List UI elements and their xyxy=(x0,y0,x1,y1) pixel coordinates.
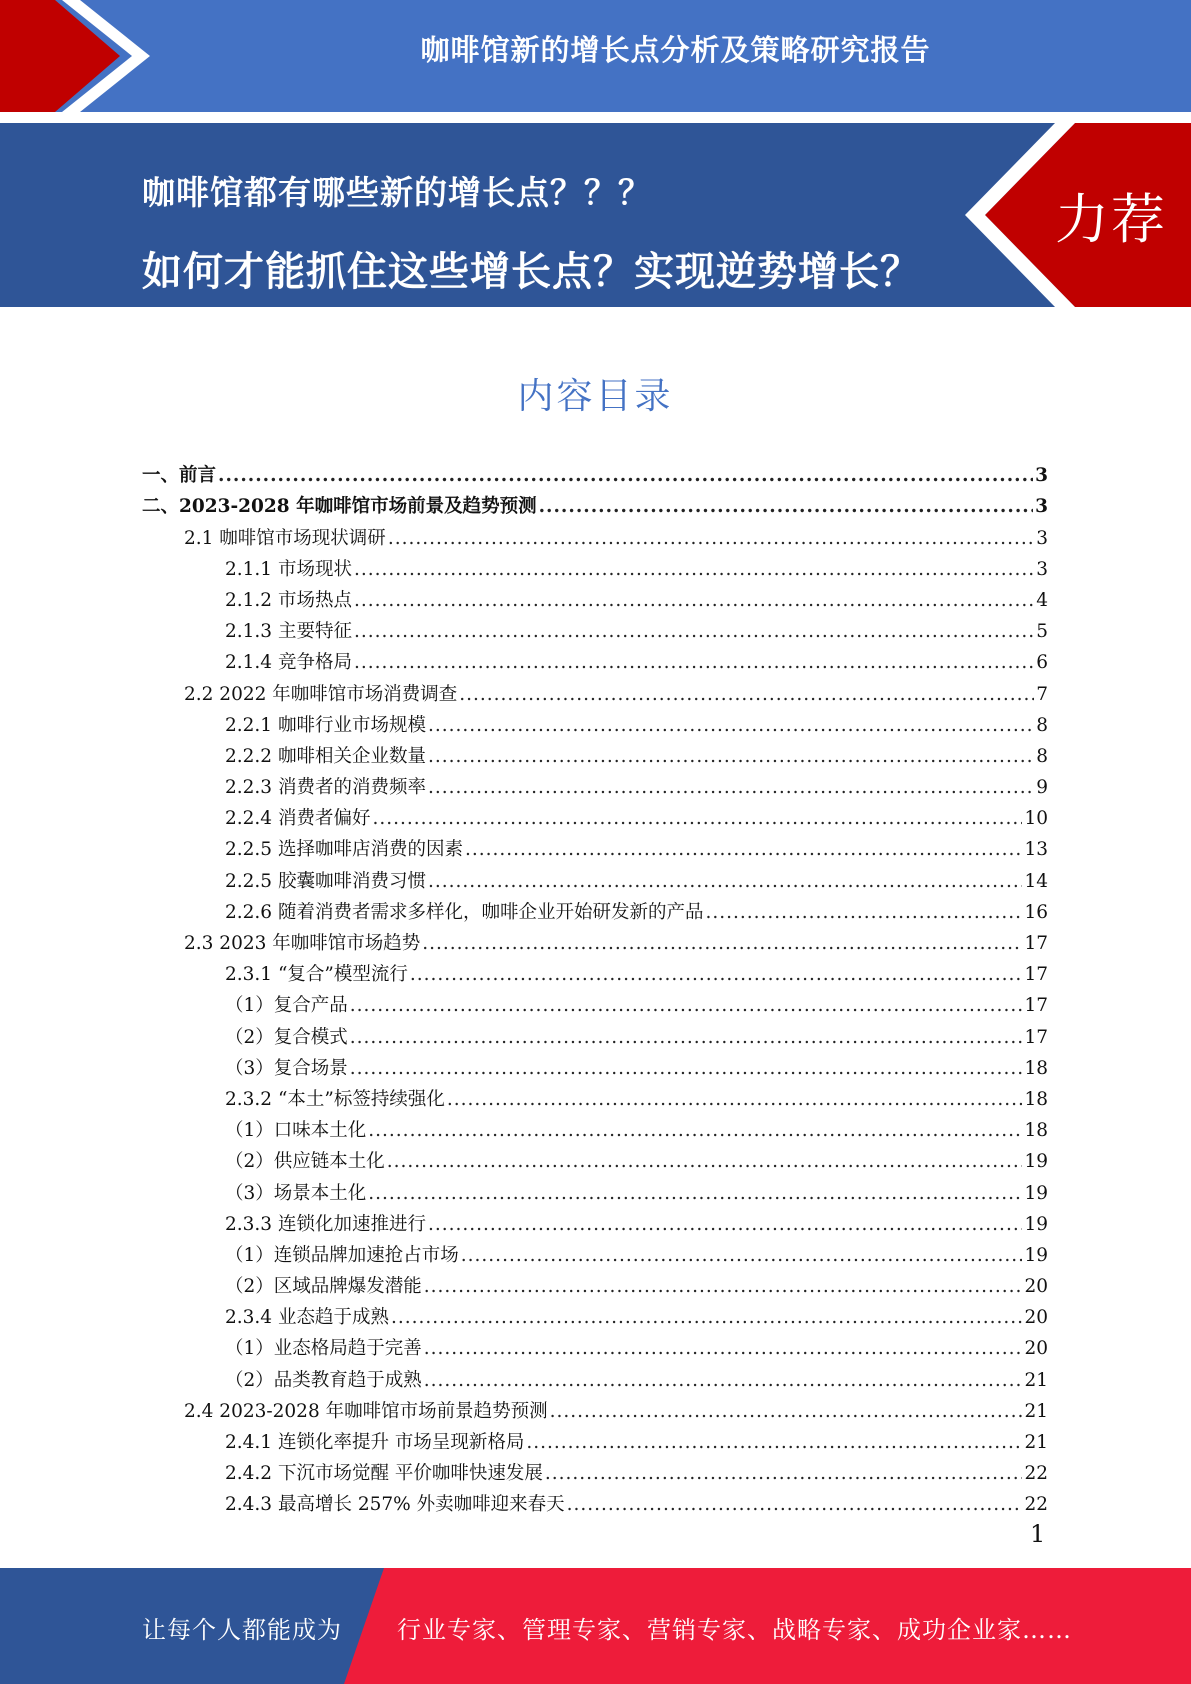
toc-leader-dots xyxy=(461,1245,1023,1267)
report-title: 咖啡馆新的增长点分析及策略研究报告 xyxy=(420,33,931,67)
toc-entry-label: 2.2.6 随着消费者需求多样化，咖啡企业开始研发新的产品 xyxy=(225,901,704,923)
toc-entry-label: 2.4.3 最高增长 257% 外卖咖啡迎来春天 xyxy=(225,1494,565,1516)
toc-entry-label: 2.1.2 市场热点 xyxy=(225,589,352,611)
toc-entry[interactable] xyxy=(142,1298,1048,1329)
toc-entry-label: （1）口味本土化 xyxy=(225,1120,367,1142)
toc-entry-label: 2.2 2022 年咖啡馆市场消费调查 xyxy=(184,683,458,705)
hero-question-1: 咖啡馆都有哪些新的增长点？？？ xyxy=(142,173,652,212)
footer-banner xyxy=(0,1568,1191,1684)
toc-entry[interactable] xyxy=(142,893,1048,924)
toc-entry-page: 7 xyxy=(1036,683,1048,705)
toc-entry[interactable] xyxy=(142,1485,1048,1516)
toc-entry[interactable] xyxy=(142,550,1048,581)
toc-entry[interactable] xyxy=(142,1080,1048,1111)
toc-entry-page: 18 xyxy=(1024,1088,1048,1110)
toc-entry[interactable] xyxy=(142,1173,1048,1204)
toc-leader-dots xyxy=(218,465,1033,487)
toc-entry[interactable] xyxy=(142,1454,1048,1485)
toc-leader-dots xyxy=(428,1214,1022,1236)
toc-entry-label: 2.4.1 连锁化率提升 市场呈现新格局 xyxy=(225,1432,525,1453)
toc-entry-page: 19 xyxy=(1024,1213,1048,1235)
toc-leader-dots xyxy=(545,1463,1023,1485)
hero-banner xyxy=(0,123,1191,307)
toc-leader-dots xyxy=(368,1120,1022,1142)
toc-entry-label: 2.3.2 “本土”标签持续强化 xyxy=(225,1088,445,1110)
toc-entry-page: 6 xyxy=(1036,652,1048,674)
toc-entry-page: 8 xyxy=(1036,714,1048,736)
toc-entry-label: 2.4.2 下沉市场觉醒 平价咖啡快速发展 xyxy=(225,1463,543,1485)
toc-entry[interactable] xyxy=(142,1236,1048,1267)
toc-entry[interactable] xyxy=(142,768,1048,799)
toc-entry-page: 21 xyxy=(1024,1400,1048,1422)
recommend-badge: 力荐 xyxy=(1055,188,1167,251)
footer-slogan-left: 让每个人都能成为 xyxy=(142,1616,342,1644)
toc-entry-label: 2.2.3 消费者的消费频率 xyxy=(225,777,426,799)
toc-entry-label: 二、2023-2028 年咖啡馆市场前景及趋势预测 xyxy=(142,496,537,518)
toc-entry-label: 2.2.5 胶囊咖啡消费习惯 xyxy=(225,870,426,892)
toc-leader-dots xyxy=(428,746,1034,768)
toc-entry-page: 18 xyxy=(1024,1057,1048,1079)
toc-entry-label: （1）连锁品牌加速抢占市场 xyxy=(225,1244,459,1266)
toc-entry[interactable] xyxy=(142,955,1048,986)
toc-leader-dots xyxy=(567,1494,1023,1516)
toc-entry-page: 14 xyxy=(1024,870,1048,892)
toc-entry[interactable] xyxy=(142,1205,1048,1236)
toc-leader-dots xyxy=(428,715,1034,737)
toc-entry-label: （3）复合场景 xyxy=(225,1057,348,1079)
toc-leader-dots xyxy=(465,839,1022,861)
toc-leader-dots xyxy=(424,1276,1023,1298)
toc-leader-dots xyxy=(391,1307,1022,1329)
toc-entry-page: 17 xyxy=(1024,933,1048,954)
toc-entry[interactable] xyxy=(142,799,1048,830)
toc-entry-label: 2.1.1 市场现状 xyxy=(225,558,352,580)
toc-entry[interactable] xyxy=(142,737,1048,768)
toc-leader-dots xyxy=(350,1058,1023,1080)
table-of-contents xyxy=(142,456,1048,1516)
toc-leader-dots xyxy=(424,1338,1023,1360)
toc-title: 内容目录 xyxy=(517,376,674,417)
report-header-bar xyxy=(0,0,1191,112)
toc-entry-label: （2）品类教育趋于成熟 xyxy=(225,1369,422,1391)
toc-entry-label: 2.3.3 连锁化加速推进行 xyxy=(225,1213,426,1235)
toc-leader-dots xyxy=(368,1183,1022,1205)
toc-entry-page: 19 xyxy=(1024,1244,1048,1266)
toc-entry-page: 13 xyxy=(1024,839,1048,861)
toc-entry-page: 9 xyxy=(1036,777,1048,799)
toc-entry-label: 2.2.5 选择咖啡店消费的因素 xyxy=(225,839,463,861)
toc-entry-page: 20 xyxy=(1024,1307,1048,1329)
toc-entry-page: 22 xyxy=(1024,1463,1048,1485)
toc-entry[interactable] xyxy=(142,1267,1048,1298)
toc-entry-page: 21 xyxy=(1024,1369,1048,1391)
toc-entry-page: 22 xyxy=(1024,1494,1048,1516)
toc-entry[interactable] xyxy=(142,1329,1048,1360)
toc-entry[interactable] xyxy=(142,1392,1048,1423)
toc-entry[interactable] xyxy=(142,1142,1048,1173)
toc-entry-page: 8 xyxy=(1036,745,1048,767)
toc-entry-label: 2.3.1 “复合”模型流行 xyxy=(225,964,408,986)
toc-leader-dots xyxy=(459,684,1034,706)
toc-leader-dots xyxy=(424,1370,1023,1392)
toc-entry[interactable] xyxy=(142,986,1048,1017)
toc-leader-dots xyxy=(354,590,1034,612)
toc-entry-page: 5 xyxy=(1036,621,1048,643)
toc-entry-label: （2）区域品牌爆发潜能 xyxy=(225,1276,422,1298)
toc-entry-label: （3）场景本土化 xyxy=(225,1182,367,1204)
toc-leader-dots xyxy=(372,808,1022,830)
toc-entry[interactable] xyxy=(142,1017,1048,1048)
toc-entry[interactable] xyxy=(142,518,1048,549)
toc-entry-page: 3 xyxy=(1035,465,1048,487)
toc-entry-label: 2.3 2023 年咖啡馆市场趋势 xyxy=(184,933,421,954)
toc-leader-dots xyxy=(354,559,1034,581)
hero-question-2: 如何才能抓住这些增长点？实现逆势增长？ xyxy=(142,249,921,295)
toc-entry-page: 3 xyxy=(1036,527,1048,549)
toc-entry-page: 17 xyxy=(1024,995,1048,1017)
toc-entry-page: 19 xyxy=(1024,1182,1048,1204)
toc-leader-dots xyxy=(354,621,1034,643)
toc-leader-dots xyxy=(350,1027,1023,1049)
toc-entry[interactable] xyxy=(142,706,1048,737)
toc-entry[interactable] xyxy=(142,830,1048,861)
toc-entry[interactable] xyxy=(142,643,1048,674)
toc-entry-page: 20 xyxy=(1024,1338,1048,1360)
toc-entry[interactable] xyxy=(142,1360,1048,1391)
toc-entry[interactable] xyxy=(142,861,1048,892)
toc-leader-dots xyxy=(388,528,1034,550)
footer-slogan-right: 行业专家、管理专家、营销专家、战略专家、成功企业家…… xyxy=(397,1616,1072,1644)
toc-entry-page: 19 xyxy=(1024,1151,1048,1173)
toc-entry-label: 2.2.4 消费者偏好 xyxy=(225,808,371,830)
toc-entry[interactable] xyxy=(142,487,1048,518)
toc-entry-label: 2.4 2023-2028 年咖啡馆市场前景趋势预测 xyxy=(184,1400,548,1422)
toc-entry-page: 17 xyxy=(1024,964,1048,986)
toc-entry[interactable] xyxy=(142,1111,1048,1142)
toc-entry-page: 3 xyxy=(1035,496,1048,518)
toc-leader-dots xyxy=(447,1089,1023,1111)
toc-leader-dots xyxy=(350,995,1023,1017)
toc-entry-page: 4 xyxy=(1036,589,1048,611)
toc-entry-page: 21 xyxy=(1024,1432,1048,1453)
toc-leader-dots xyxy=(705,902,1022,924)
toc-entry-page: 10 xyxy=(1024,808,1048,830)
toc-entry-label: 一、前言 xyxy=(142,465,217,487)
toc-entry-label: 2.1.3 主要特征 xyxy=(225,621,352,643)
toc-entry-label: （2）供应链本土化 xyxy=(225,1151,385,1173)
toc-leader-dots xyxy=(550,1401,1023,1423)
toc-entry-label: 2.2.2 咖啡相关企业数量 xyxy=(225,745,426,767)
toc-entry-page: 16 xyxy=(1024,901,1048,923)
toc-entry-label: （1）业态格局趋于完善 xyxy=(225,1338,422,1360)
toc-entry-label: （2）复合模式 xyxy=(225,1026,348,1048)
toc-entry-page: 18 xyxy=(1024,1120,1048,1142)
toc-entry[interactable] xyxy=(142,1049,1048,1080)
toc-entry[interactable] xyxy=(142,924,1048,955)
toc-entry-page: 17 xyxy=(1024,1026,1048,1048)
toc-entry-label: 2.1.4 竞争格局 xyxy=(225,652,352,674)
toc-entry[interactable] xyxy=(142,456,1048,487)
toc-entry-label: 2.1 咖啡馆市场现状调研 xyxy=(184,527,386,549)
toc-leader-dots xyxy=(428,871,1022,893)
toc-leader-dots xyxy=(539,496,1034,518)
toc-leader-dots xyxy=(422,933,1022,955)
toc-leader-dots xyxy=(526,1432,1022,1454)
toc-entry[interactable] xyxy=(142,1423,1048,1454)
toc-entry[interactable] xyxy=(142,581,1048,612)
toc-entry-label: （1）复合产品 xyxy=(225,995,348,1017)
toc-leader-dots xyxy=(354,652,1034,674)
toc-entry-label: 2.3.4 业态趋于成熟 xyxy=(225,1307,389,1329)
toc-entry[interactable] xyxy=(142,674,1048,705)
toc-entry-page: 3 xyxy=(1036,558,1048,580)
page-number: 1 xyxy=(1030,1520,1046,1548)
toc-entry-label: 2.2.1 咖啡行业市场规模 xyxy=(225,714,426,736)
toc-leader-dots xyxy=(428,777,1034,799)
toc-entry-page: 20 xyxy=(1024,1276,1048,1298)
toc-leader-dots xyxy=(387,1151,1023,1173)
toc-leader-dots xyxy=(410,964,1023,986)
toc-entry[interactable] xyxy=(142,612,1048,643)
